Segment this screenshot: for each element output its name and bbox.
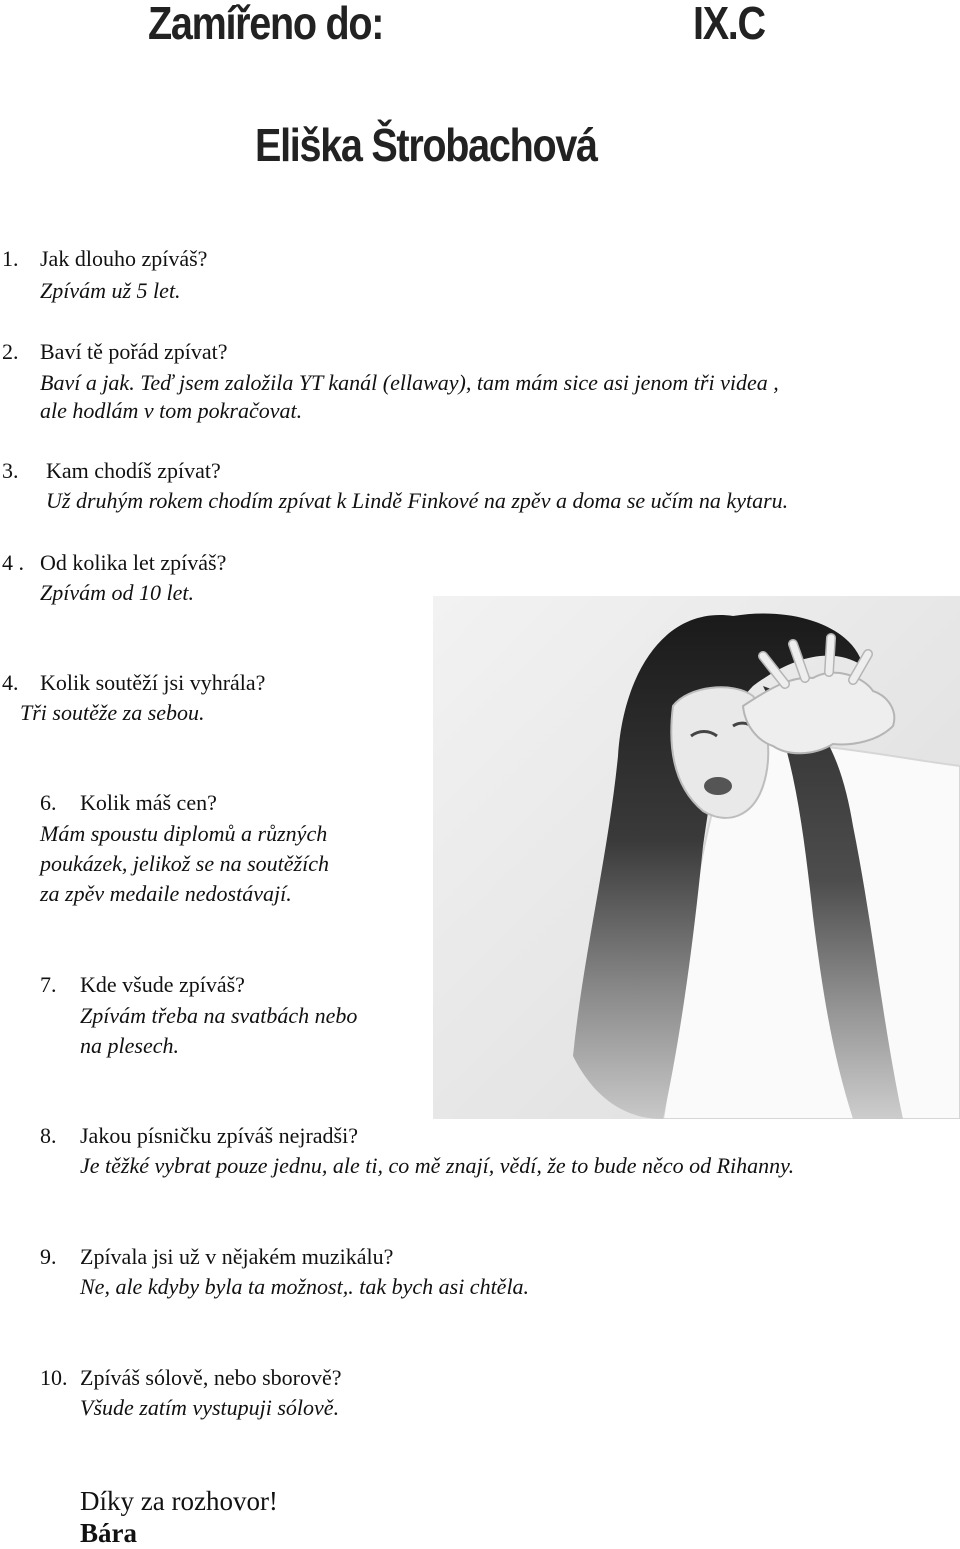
question-number: 3. [2,458,19,483]
answer-line: na plesech. [80,1033,179,1058]
page-title: Zamířeno do: [148,0,384,49]
question-number: 9. [40,1244,57,1269]
signature: Bára [80,1518,137,1548]
answer-line: Je těžké vybrat pouze jednu, ale ti, co mě znají, vědí, že to bude něco od Rihanny. [80,1153,795,1178]
question-text: Kam chodíš zpívat? [46,458,221,483]
singer-photo [433,596,960,1119]
question-text: Baví tě pořád zpívat? [40,339,228,364]
question-text: Kolik soutěží jsi vyhrála? [40,670,266,695]
question-number: 4. [2,670,19,695]
question-text: Kde všude zpíváš? [80,972,245,997]
answer-line: Zpívám už 5 let. [40,278,181,303]
answer-line: Tři soutěže za sebou. [20,700,205,725]
answer-line: Mám spoustu diplomů a různých [40,821,328,846]
question-number: 10. [40,1365,68,1390]
question-number: 1. [2,246,19,271]
question-text: Kolik máš cen? [80,790,217,815]
answer-line: Zpívám třeba na svatbách nebo [80,1003,358,1028]
answer-line: za zpěv medaile nedostávají. [40,881,292,906]
question-text: Jakou písničku zpíváš nejradši? [80,1123,358,1148]
question-number: 8. [40,1123,57,1148]
answer-line: Ne, ale kdyby byla ta možnost,. tak bych asi chtěla. [80,1274,530,1299]
question-number: 7. [40,972,57,997]
question-number: 4 . [2,550,24,575]
thanks-text: Díky za rozhovor! [80,1486,278,1516]
question-text: Zpívala jsi už v nějakém muzikálu? [80,1244,394,1269]
answer-line: ale hodlám v tom pokračovat. [40,398,303,423]
question-number: 6. [40,790,57,815]
answer-line: Všude zatím vystupuji sólově. [80,1395,340,1420]
question-number: 2. [2,339,19,364]
class-label: IX.C [693,0,765,49]
answer-line: Už druhým rokem chodím zpívat k Lindě Finkové na zpěv a doma se učím na kytaru. [46,488,789,513]
question-text: Zpíváš sólově, nebo sborově? [80,1365,342,1390]
person-name: Eliška Štrobachová [255,119,597,171]
answer-line: Baví a jak. Teď jsem založila YT kanál (ellaway), tam mám sice asi jenom tři videa , [40,370,779,395]
question-text: Od kolika let zpíváš? [40,550,227,575]
question-text: Jak dlouho zpíváš? [40,246,208,271]
answer-line: Zpívám od 10 let. [40,580,194,605]
answer-line: poukázek, jelikož se na soutěžích [40,851,329,876]
